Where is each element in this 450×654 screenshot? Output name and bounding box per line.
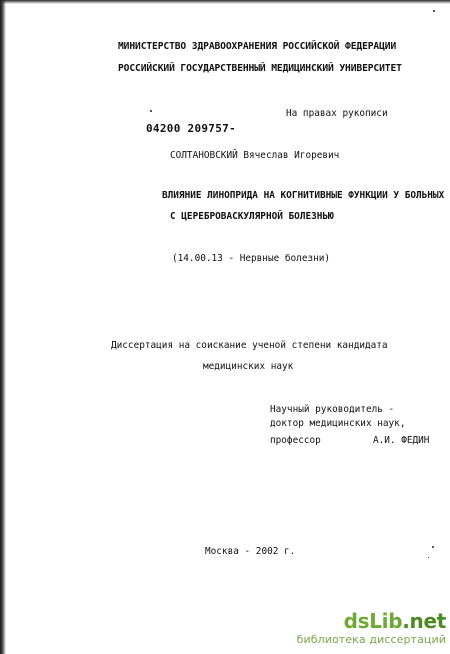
- supervisor-degree: доктор медицинских наук,: [270, 418, 406, 429]
- supervisor-name: А.И. ФЕДИН: [373, 435, 430, 446]
- ministry-heading: МИНИСТЕРСТВО ЗДРАВООХРАНЕНИЯ РОССИЙСКОЙ ФЕДЕРАЦИИ: [118, 41, 397, 52]
- dissertation-title-line-1: ВЛИЯНИЕ ЛИНОПРИДА НА КОГНИТИВНЫЕ ФУНКЦИИ У БОЛЬНЫХ: [162, 190, 445, 201]
- city-and-year: Москва - 2002 г.: [205, 546, 296, 557]
- dslib-logo: [297, 611, 446, 631]
- dslib-logo-main: dsLib: [343, 609, 403, 633]
- scan-speck: [428, 557, 429, 558]
- document-registration-code: 04200 209757-: [146, 122, 236, 135]
- dissertation-title-line-2: С ЦЕРЕБРОВАСКУЛЯРНОЙ БОЛЕЗНЬЮ: [170, 211, 334, 222]
- scan-top-shadow: [0, 0, 450, 4]
- scan-speck: [432, 546, 434, 548]
- scan-edge-shadow: [0, 0, 6, 654]
- scan-speck: [150, 110, 152, 112]
- supervisor-title: профессор: [270, 435, 321, 446]
- supervisor-role: Научный руководитель -: [270, 404, 395, 415]
- specialty-code: (14.00.13 - Нервные болезни): [172, 253, 331, 264]
- manuscript-rights-note: На правах рукописи: [286, 108, 388, 119]
- scan-speck: [433, 10, 435, 12]
- dslib-logo-suffix: .net: [402, 609, 446, 633]
- dslib-tagline: библиотека диссертаций: [296, 633, 446, 646]
- degree-statement-line-2: медицинских наук: [203, 361, 294, 372]
- degree-statement-line-1: Диссертация на соискание ученой степени кандидата: [111, 340, 388, 351]
- author-name: СОЛТАНОВСКИЙ Вячеслав Игоревич: [170, 150, 340, 161]
- university-heading: РОССИЙСКИЙ ГОСУДАРСТВЕННЫЙ МЕДИЦИНСКИЙ УНИВЕРСИТЕТ: [118, 63, 402, 74]
- dslib-watermark[interactable]: [297, 611, 446, 646]
